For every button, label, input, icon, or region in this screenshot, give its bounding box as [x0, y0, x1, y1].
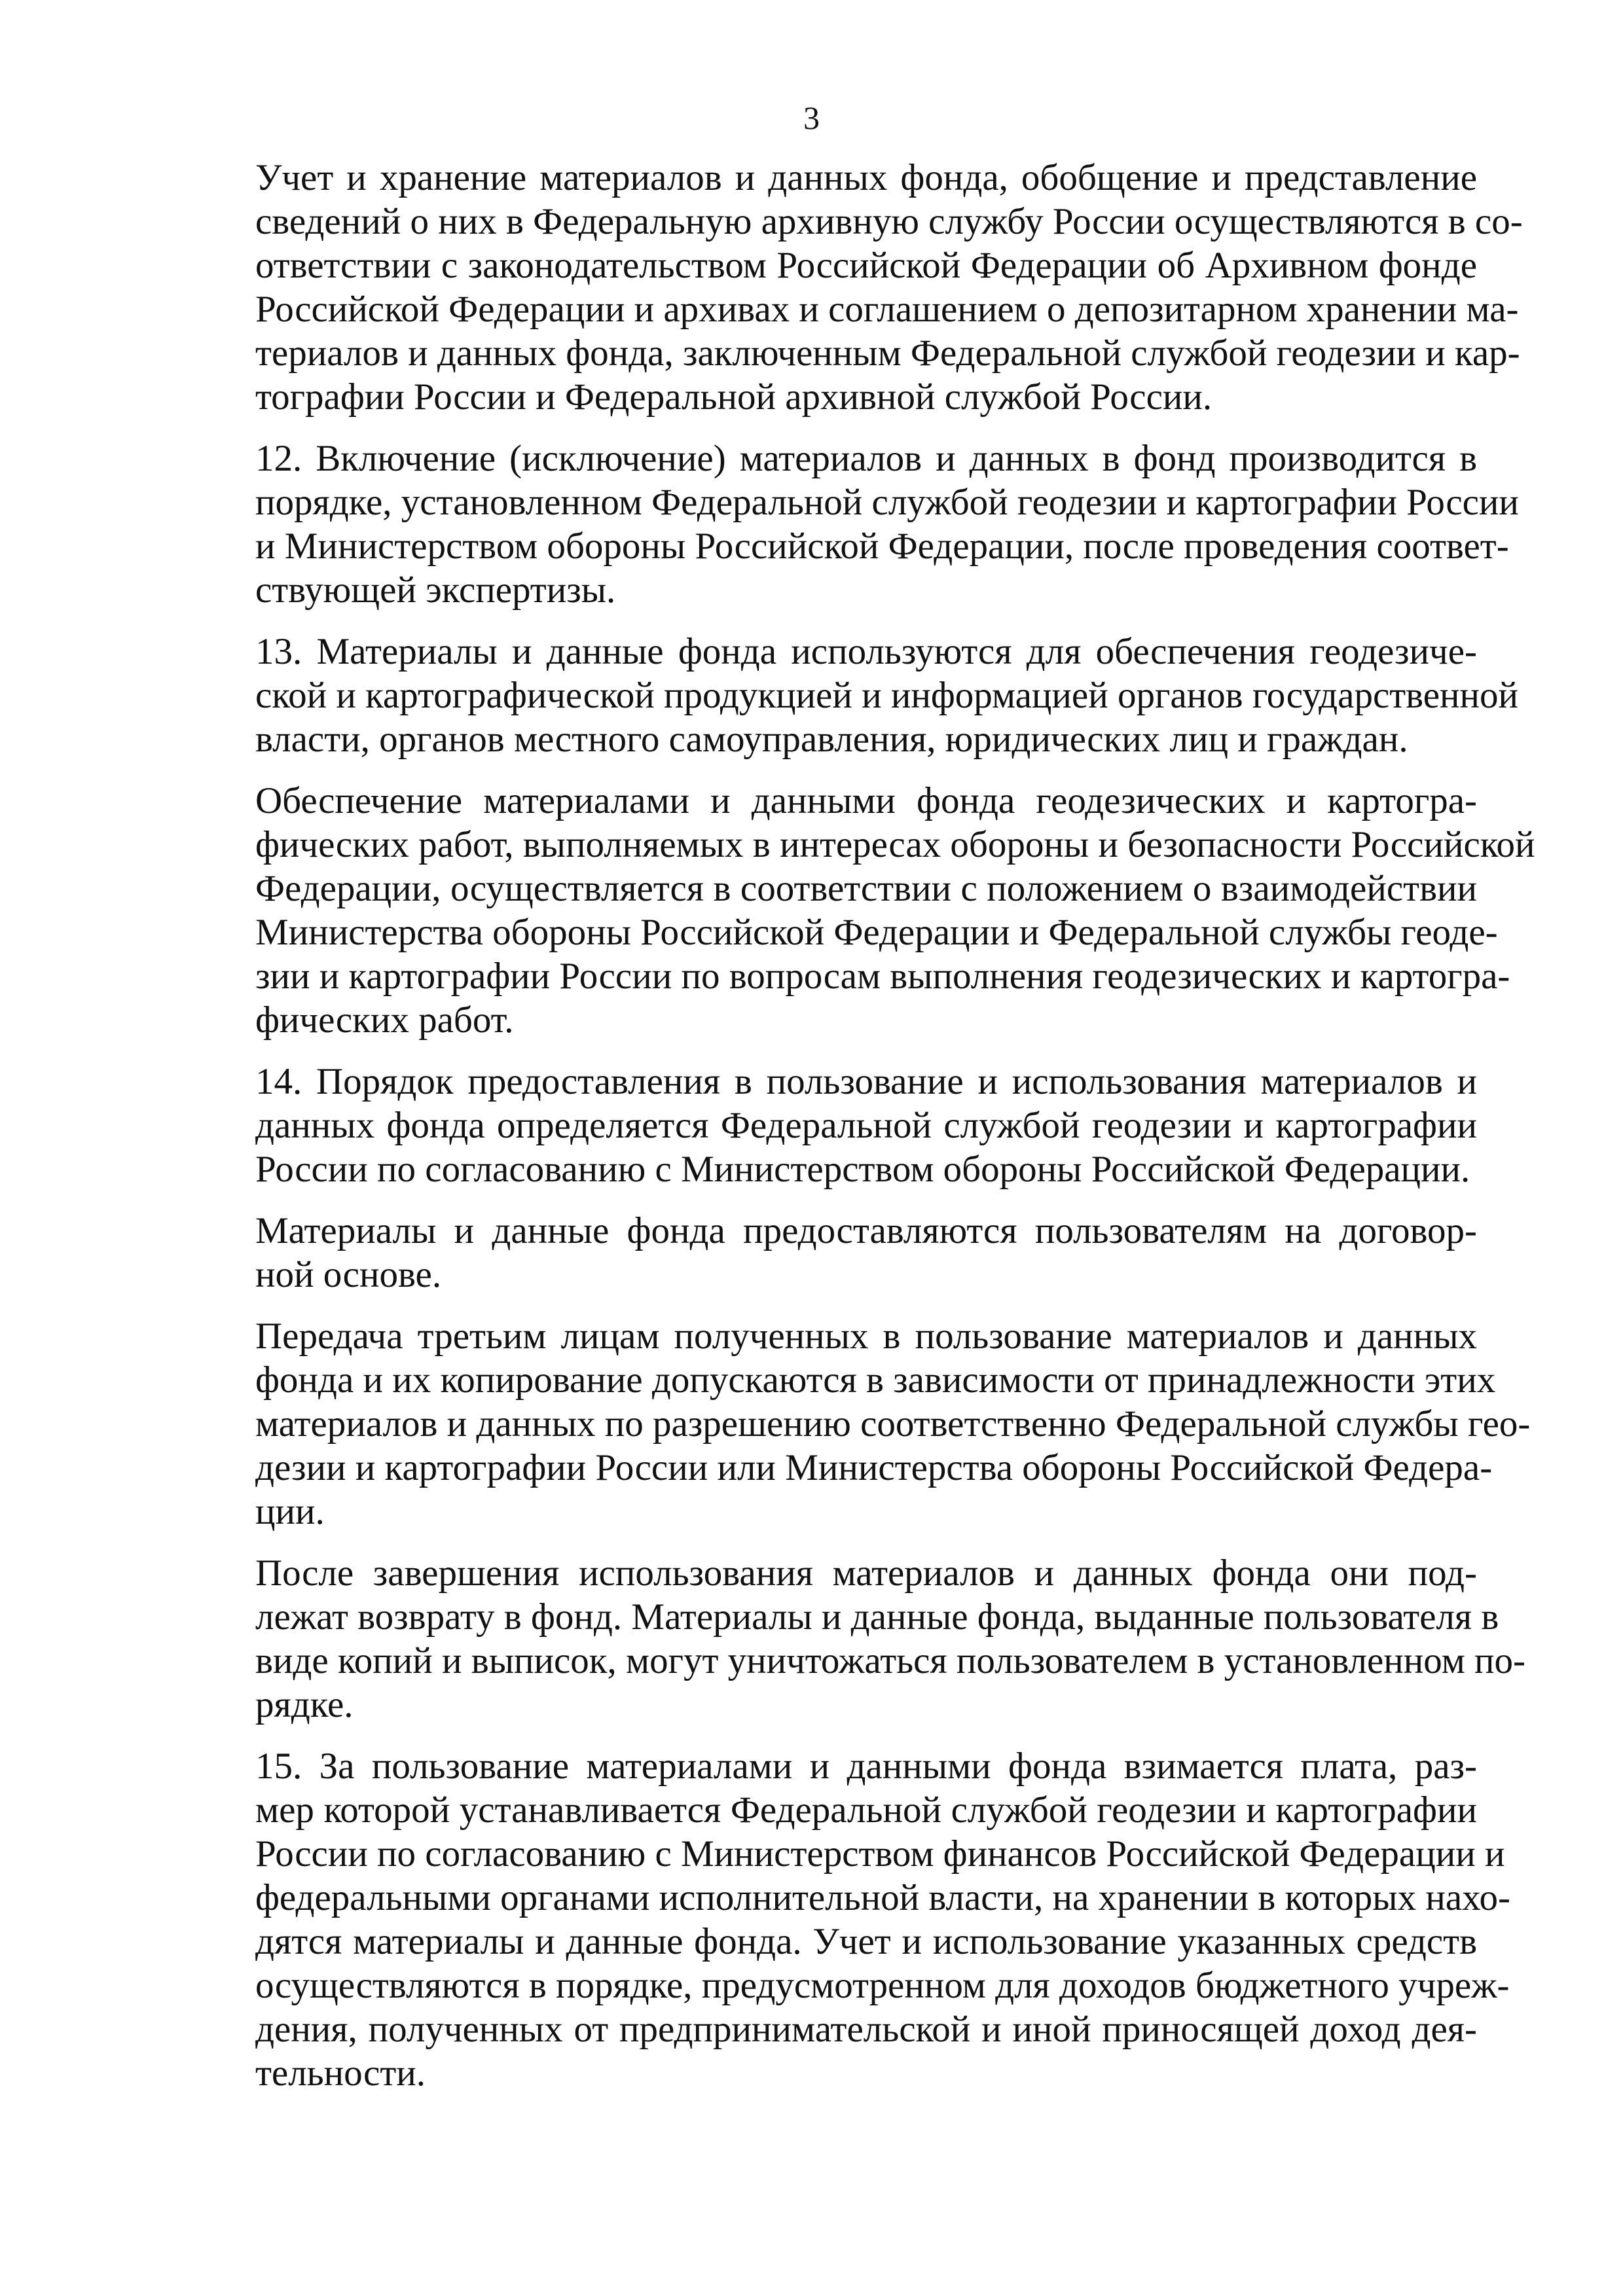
text-line: данных фонда определяется Федеральной службой геодезии и картографии [255, 1105, 1477, 1146]
text-line: ствующей экспертизы. [255, 569, 616, 611]
text-line: Российской Федерации и архивах и соглашением о депозитарном хранении ма- [255, 289, 1519, 330]
text-line: Обеспечение материалами и данными фонда геодезических и картогра- [255, 780, 1477, 821]
text-line: осуществляются в порядке, предусмотренном для доходов бюджетного учреж- [255, 1965, 1510, 2006]
paragraph [191, 1551, 1526, 1727]
text-line: власти, органов местного самоуправления, юридических лиц и граждан. [255, 719, 1408, 760]
paragraph [191, 1209, 1477, 1297]
text-line: 15. За пользование материалами и данными фонда взимается плата, раз- [255, 1746, 1477, 1787]
paragraph [191, 779, 1535, 1042]
text-line: зии и картографии России по вопросам выполнения геодезических и картогра- [255, 956, 1510, 997]
text-line: России по согласованию с Министерством финансов Российской Федерации и [255, 1833, 1505, 1874]
text-line: ной основе. [255, 1254, 442, 1295]
text-line: рядке. [255, 1684, 354, 1725]
paragraph [191, 156, 1523, 419]
text-line: и Министерством обороны Российской Федерации, после проведения соответ- [255, 526, 1509, 567]
text-line: Материалы и данные фонда предоставляются пользователям на договор- [255, 1210, 1477, 1251]
paragraph-item-15 [191, 1744, 1510, 2095]
text-line: ции. [255, 1491, 325, 1532]
text-line: материалов и данных по разрешению соответственно Федеральной службы гео- [255, 1403, 1531, 1444]
text-line: После завершения использования материалов и данных фонда они под- [255, 1552, 1477, 1594]
document-body [191, 156, 1535, 2113]
text-line: дения, полученных от предпринимательской и иной приносящей доход дея- [255, 2009, 1477, 2050]
paragraph-item-14 [191, 1060, 1477, 1191]
text-line: сведений о них в Федеральную архивную службу России осуществляются в со- [255, 201, 1523, 242]
text-line: тографии России и Федеральной архивной службой России. [255, 376, 1213, 418]
text-line: Передача третьим лицам полученных в пользование материалов и данных [255, 1316, 1477, 1357]
text-line: 14. Порядок предоставления в пользование и использования материалов и [255, 1061, 1477, 1102]
text-line: 12. Включение (исключение) материалов и данных в фонд производится в [255, 438, 1477, 479]
text-line: России по согласованию с Министерством обороны Российской Федерации. [255, 1149, 1470, 1190]
paragraph-item-13 [191, 630, 1519, 761]
text-line: виде копий и выписок, могут уничтожаться пользователем в установленном по- [255, 1640, 1526, 1681]
paragraph-item-12 [191, 437, 1519, 612]
text-line: дезии и картографии России или Министерства обороны Российской Федера- [255, 1447, 1493, 1488]
text-line: дятся материалы и данные фонда. Учет и использование указанных средств [255, 1921, 1477, 1962]
text-line: териалов и данных фонда, заключенным Федеральной службой геодезии и кар- [255, 332, 1520, 374]
text-line: 13. Материалы и данные фонда используются для обеспечения геодезиче- [255, 631, 1477, 672]
text-line: лежат возврату в фонд. Материалы и данные фонда, выданные пользователя в [255, 1596, 1499, 1638]
text-line: мер которой устанавливается Федеральной службой геодезии и картографии [255, 1789, 1477, 1831]
text-line: ской и картографической продукцией и информацией органов государственной [255, 675, 1519, 716]
text-line: федеральными органами исполнительной власти, на хранении в которых нахо- [255, 1877, 1510, 1918]
text-line: Министерства обороны Российской Федерации и Федеральной службы геоде- [255, 912, 1498, 953]
text-line: ответствии с законодательством Российской Федерации об Архивном фонде [255, 245, 1477, 286]
text-line: тельности. [255, 2053, 426, 2094]
page-number: 3 [803, 99, 820, 136]
text-line: порядке, установленном Федеральной службой геодезии и картографии России [255, 482, 1519, 523]
text-line: фонда и их копирование допускаются в зависимости от принадлежности этих [255, 1359, 1496, 1401]
text-line: фических работ. [255, 999, 514, 1041]
text-line: Учет и хранение материалов и данных фонда, обобщение и представление [255, 157, 1477, 198]
paragraph [191, 1314, 1531, 1534]
text-line: фических работ, выполняемых в интересах обороны и безопасности Российской [255, 824, 1535, 865]
text-line: Федерации, осуществляется в соответствии с положением о взаимодействии [255, 868, 1477, 909]
